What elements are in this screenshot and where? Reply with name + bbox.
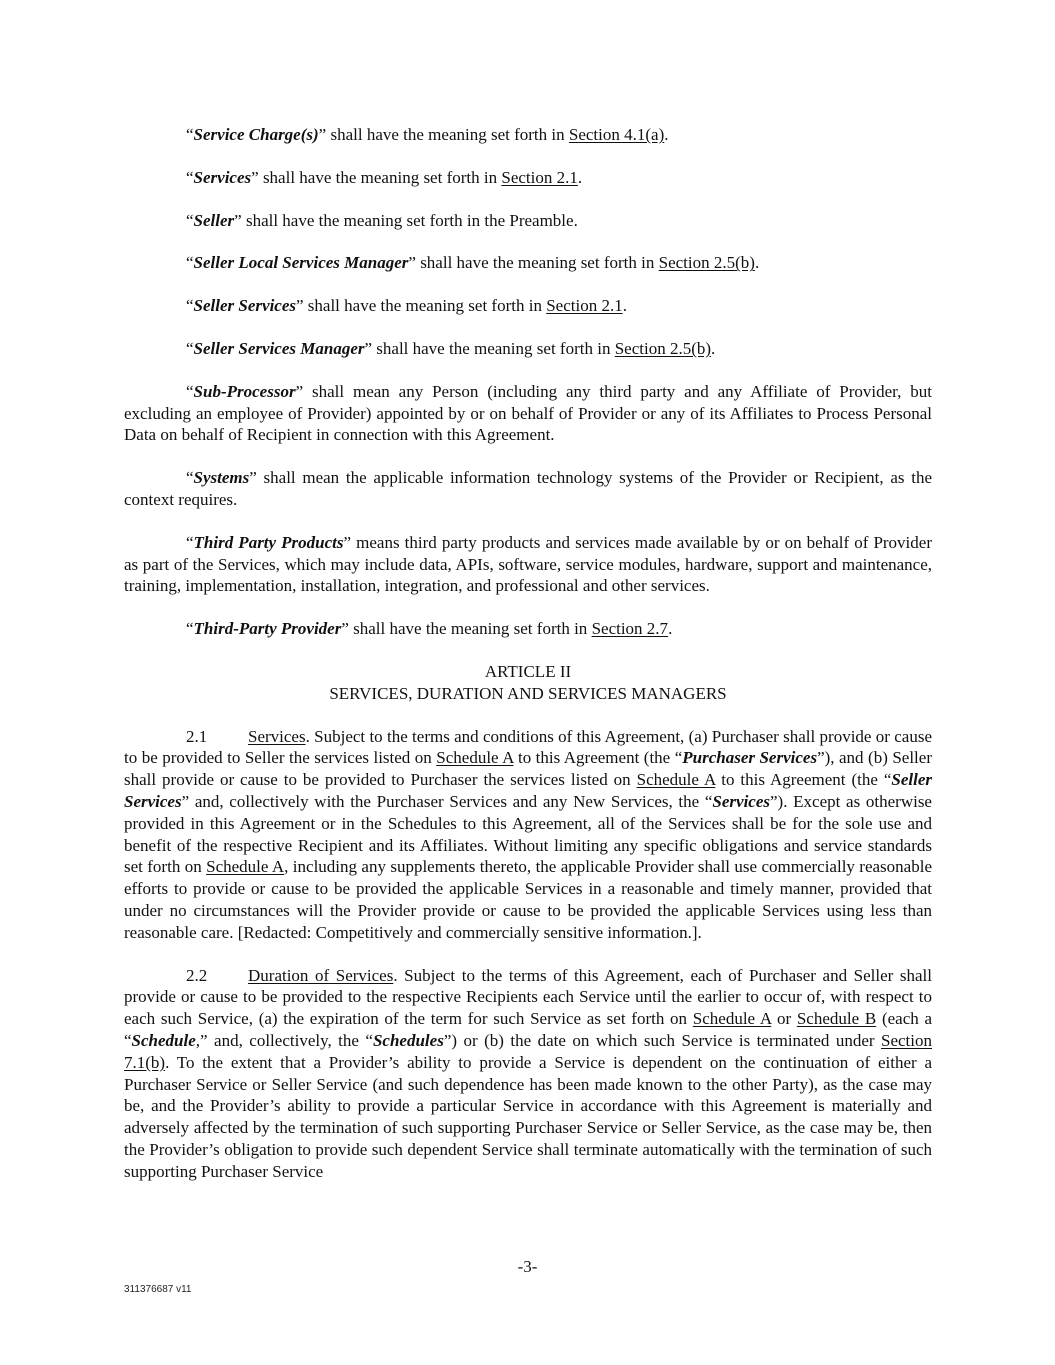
definition-paragraph: “Seller Local Services Manager” shall have the meaning set forth in Section 2.5(b). bbox=[186, 253, 760, 273]
definition-paragraph: “Sub-Processor” shall mean any Person (including any third party and any Affiliate of Provider, but excluding an employee of Provider) appointed by or on behalf of Provider or any of its Affiliates to Process Personal Data on behalf of Recipient in connection with this Agreement. bbox=[124, 381, 932, 445]
defined-term: Third Party Products bbox=[193, 532, 344, 552]
section-number: 2.1 bbox=[186, 726, 208, 746]
section-heading: Duration of Services bbox=[248, 965, 394, 985]
section-reference: Section 2.7 bbox=[591, 619, 669, 639]
document-body bbox=[124, 124, 932, 1203]
section-reference: Section 2.5(b) bbox=[614, 338, 712, 358]
section-reference: Section 2.1 bbox=[501, 167, 578, 187]
schedule-reference: Schedule A bbox=[206, 857, 285, 877]
article-number: ARTICLE II bbox=[484, 661, 572, 681]
section-reference: Section 7.1(b) bbox=[124, 1030, 932, 1072]
section-heading: Services bbox=[248, 726, 306, 746]
section-number: 2.2 bbox=[186, 965, 208, 985]
schedule-reference: Schedule A bbox=[436, 748, 514, 768]
defined-term: Sub-Processor bbox=[193, 381, 296, 401]
defined-term: Third-Party Provider bbox=[193, 619, 342, 639]
section-reference: Section 2.1 bbox=[546, 296, 623, 316]
defined-term: Services bbox=[712, 791, 771, 811]
definition-paragraph: “Third-Party Provider” shall have the meaning set forth in Section 2.7. bbox=[186, 619, 673, 639]
defined-term: Purchaser Services bbox=[682, 748, 818, 768]
defined-term: Seller Services Manager bbox=[193, 338, 365, 358]
defined-term: Seller Services bbox=[124, 770, 933, 811]
defined-term: Systems bbox=[193, 468, 250, 488]
section-reference: Section 4.1(a) bbox=[568, 125, 665, 144]
article-title: SERVICES, DURATION AND SERVICES MANAGERS bbox=[329, 683, 727, 703]
document-id: 311376687 v11 bbox=[124, 1284, 192, 1295]
definition-paragraph: “Seller Services Manager” shall have the meaning set forth in Section 2.5(b). bbox=[186, 338, 716, 358]
schedule-reference: Schedule A bbox=[636, 770, 716, 790]
article-heading bbox=[124, 661, 932, 705]
defined-term: Service Charge(s) bbox=[193, 125, 319, 144]
section-reference: Section 2.5(b) bbox=[658, 253, 755, 273]
schedule-reference: Schedule B bbox=[796, 1009, 877, 1029]
definition-paragraph: “Seller” shall have the meaning set forth in the Preamble. bbox=[186, 210, 578, 230]
page-number: -3- bbox=[517, 1257, 538, 1276]
definition-paragraph: “Seller Services” shall have the meaning set forth in Section 2.1. bbox=[186, 296, 627, 316]
defined-term: Schedules bbox=[372, 1030, 444, 1050]
definition-paragraph: “Services” shall have the meaning set forth in Section 2.1. bbox=[186, 167, 583, 187]
defined-term: Schedule bbox=[131, 1030, 196, 1050]
defined-term: Services bbox=[193, 167, 252, 187]
definition-paragraph: “Third Party Products” means third party products and services made available by or on behalf of Provider as part of the Services, which may include data, APIs, software, service modules, hardware, support and maintenance, training, implementation, installation, integration, and professional and other services. bbox=[124, 532, 932, 596]
defined-term: Seller Local Services Manager bbox=[193, 253, 409, 273]
definition-paragraph: “Service Charge(s)” shall have the meaning set forth in Section 4.1(a). bbox=[186, 125, 669, 144]
defined-term: Seller bbox=[193, 210, 235, 230]
defined-term: Seller Services bbox=[193, 296, 296, 316]
section-2-2-paragraph: 2.2 Duration of Services. Subject to the terms of this Agreement, each of Purchaser and Seller shall provide or cause to be provided to the respective Recipients each Service until the earlier to occur of, with respect to each such Service, (a) the expiration of the term for such Service as set forth on Schedule A or Schedule B (each a “Schedule,” and, collectively, the “Schedules”) or (b) the date on which such Service is terminated under Section 7.1(b). To the extent that a Provider’s ability to provide a Service is dependent on the continuation of either a Purchaser Service or Seller Service (and such dependence has been made known to the other Party), as the case may be, and the Provider’s ability to provide a particular Service in accordance with this Agreement is materially and adversely affected by the termination of such supporting Purchaser Service or Seller Service, as the case may be, then the Provider’s obligation to provide such dependent Service shall terminate automatically with the termination of such supporting Purchaser Service bbox=[124, 965, 933, 1181]
schedule-reference: Schedule A bbox=[692, 1009, 772, 1029]
definition-paragraph: “Systems” shall mean the applicable information technology systems of the Provider or Recipient, as the context requires. bbox=[124, 468, 932, 509]
section-2-1-paragraph: 2.1 Services. Subject to the terms and conditions of this Agreement, (a) Purchaser shall provide or cause to be provided to Seller the services listed on Schedule A to this Agreement (the “Purchaser Services”), and (b) Seller shall provide or cause to be provided to Purchaser the services listed on Schedule A to this Agreement (the “Seller Services” and, collectively with the Purchaser Services and any New Services, the “Services”). Except as otherwise provided in this Agreement or in the Schedules to this Agreement, all of the Services shall be for the sole use and benefit of the respective Recipient and its Affiliates. Without limiting any specific obligations and service standards set forth on Schedule A, including any supplements thereto, the applicable Provider shall use commercially reasonable efforts to provide or cause to be provided the applicable Services in a reasonable and timely manner, provided that under no circumstances will the Provider provide or cause to be provided the applicable Services using less than reasonable care. [Redacted: Competitively and commercially sensitive information.]. bbox=[124, 726, 933, 942]
